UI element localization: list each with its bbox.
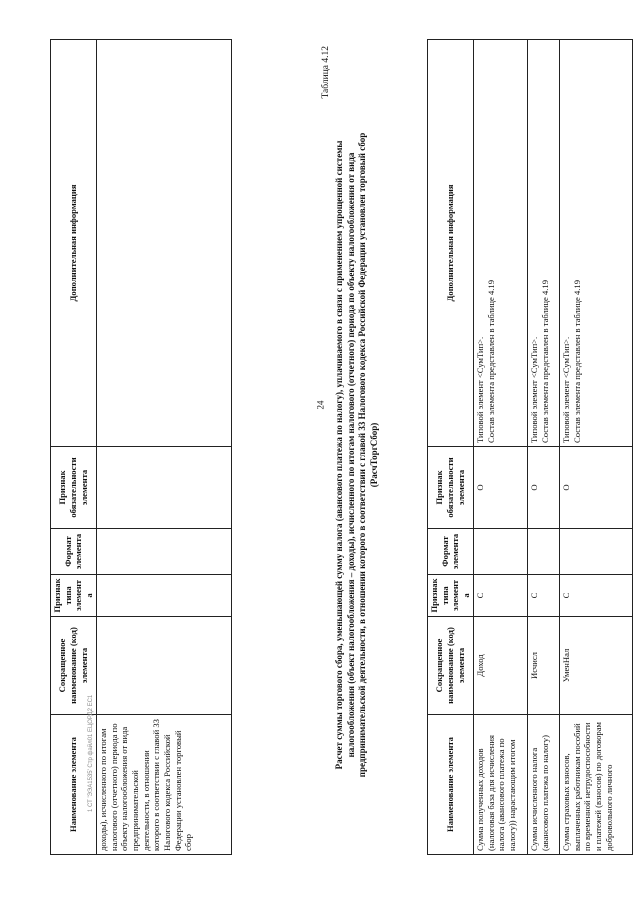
scan-note: 1 СТ 'ЭЭА1535' Стр файл01 ЕЦОРД2 ЕС1 <box>88 694 94 812</box>
page-number: 24 <box>315 400 326 410</box>
header-type: Признак типа элемента <box>51 575 97 617</box>
cell-required: О <box>527 447 559 529</box>
cell-format <box>473 529 527 575</box>
cell-code <box>96 617 231 715</box>
table-continued <box>50 39 232 855</box>
table-trade-fee <box>427 39 633 855</box>
header-format: Формат элемента <box>51 529 97 575</box>
info-line-2: Состав элемента представлен в таблице 4.19 <box>539 279 550 443</box>
cell-name: Сумма исчисленного налога (авансового платежа по налогу) <box>527 715 559 855</box>
info-line-2: Состав элемента представлен в таблице 4.19 <box>571 279 582 443</box>
cell-required: О <box>559 447 632 529</box>
cell-type <box>96 575 231 617</box>
cell-name: Сумма страховых взносов, выплаченных работникам пособий по временной нетрудоспособности и платежей (взносов) по договорам добровольного личного <box>559 715 632 855</box>
cell-info <box>473 40 527 447</box>
cell-type: С <box>527 575 559 617</box>
rotated-page-content <box>50 40 614 855</box>
header-required: Признак обязательности элемента <box>51 447 97 529</box>
cell-type: С <box>559 575 632 617</box>
cell-required <box>96 447 231 529</box>
info-line-2: Состав элемента представлен в таблице 4.19 <box>485 279 496 443</box>
header-name: Наименование элемента <box>428 715 474 855</box>
table-row <box>96 40 231 855</box>
table-caption: Расчет суммы торгового сбора, уменьшающей сумму налога (авансового платежа по налогу), уплачиваемого в связи с применением упрощенной системы налогообложения (объект налогообложения – доходы), исчисленного по итогам налогового (отчетного) периода по объекту налогообложения от вида предпринимательской деятельности, в отношении которого в соответствии с главой 33 Налогового кодекса Российской Федерации установлен торговый сбор (РасчТоргСбор) <box>334 132 379 778</box>
info-line-1: Типовой элемент <СумТип>. <box>474 336 485 443</box>
cell-name: Сумма полученных доходов (налоговая база для исчисления налога (авансового платежа по налогу)) нарастающим итогом <box>473 715 527 855</box>
header-format: Формат элемента <box>428 529 474 575</box>
header-info: Дополнительная информация <box>51 40 97 447</box>
header-type: Признак типа элемента <box>428 575 474 617</box>
cell-code: Исчисл <box>527 617 559 715</box>
table-number: Таблица 4.12 <box>321 46 331 99</box>
info-line-1: Типовой элемент <СумТип>. <box>560 336 571 443</box>
table-row <box>527 40 559 855</box>
info-line-1: Типовой элемент <СумТип>. <box>528 336 539 443</box>
cell-type: С <box>473 575 527 617</box>
cell-info <box>96 40 231 447</box>
header-info: Дополнительная информация <box>428 40 474 447</box>
cell-info <box>527 40 559 447</box>
cell-info <box>559 40 632 447</box>
cell-name: доходы), исчисленного по итогам налогового (отчетного) периода по объекту налогообложения от вида предпринимательской деятельности, в отношении которого в соответствии с главой 33 Налогового кодекса Российской Федерации установлен торговый сбор <box>96 715 231 855</box>
cell-code: Доход <box>473 617 527 715</box>
table-row <box>473 40 527 855</box>
cell-format <box>96 529 231 575</box>
cell-code: УменНал <box>559 617 632 715</box>
header-code: Сокращенное наименование (код) элемента <box>428 617 474 715</box>
header-required: Признак обязательности элемента <box>428 447 474 529</box>
table-row <box>559 40 632 855</box>
cell-format <box>527 529 559 575</box>
table-header-row <box>428 40 474 855</box>
cell-format <box>559 529 632 575</box>
header-code: Сокращенное наименование (код) элемента <box>51 617 97 715</box>
cell-required: О <box>473 447 527 529</box>
header-name: Наименование элемента <box>51 715 97 855</box>
